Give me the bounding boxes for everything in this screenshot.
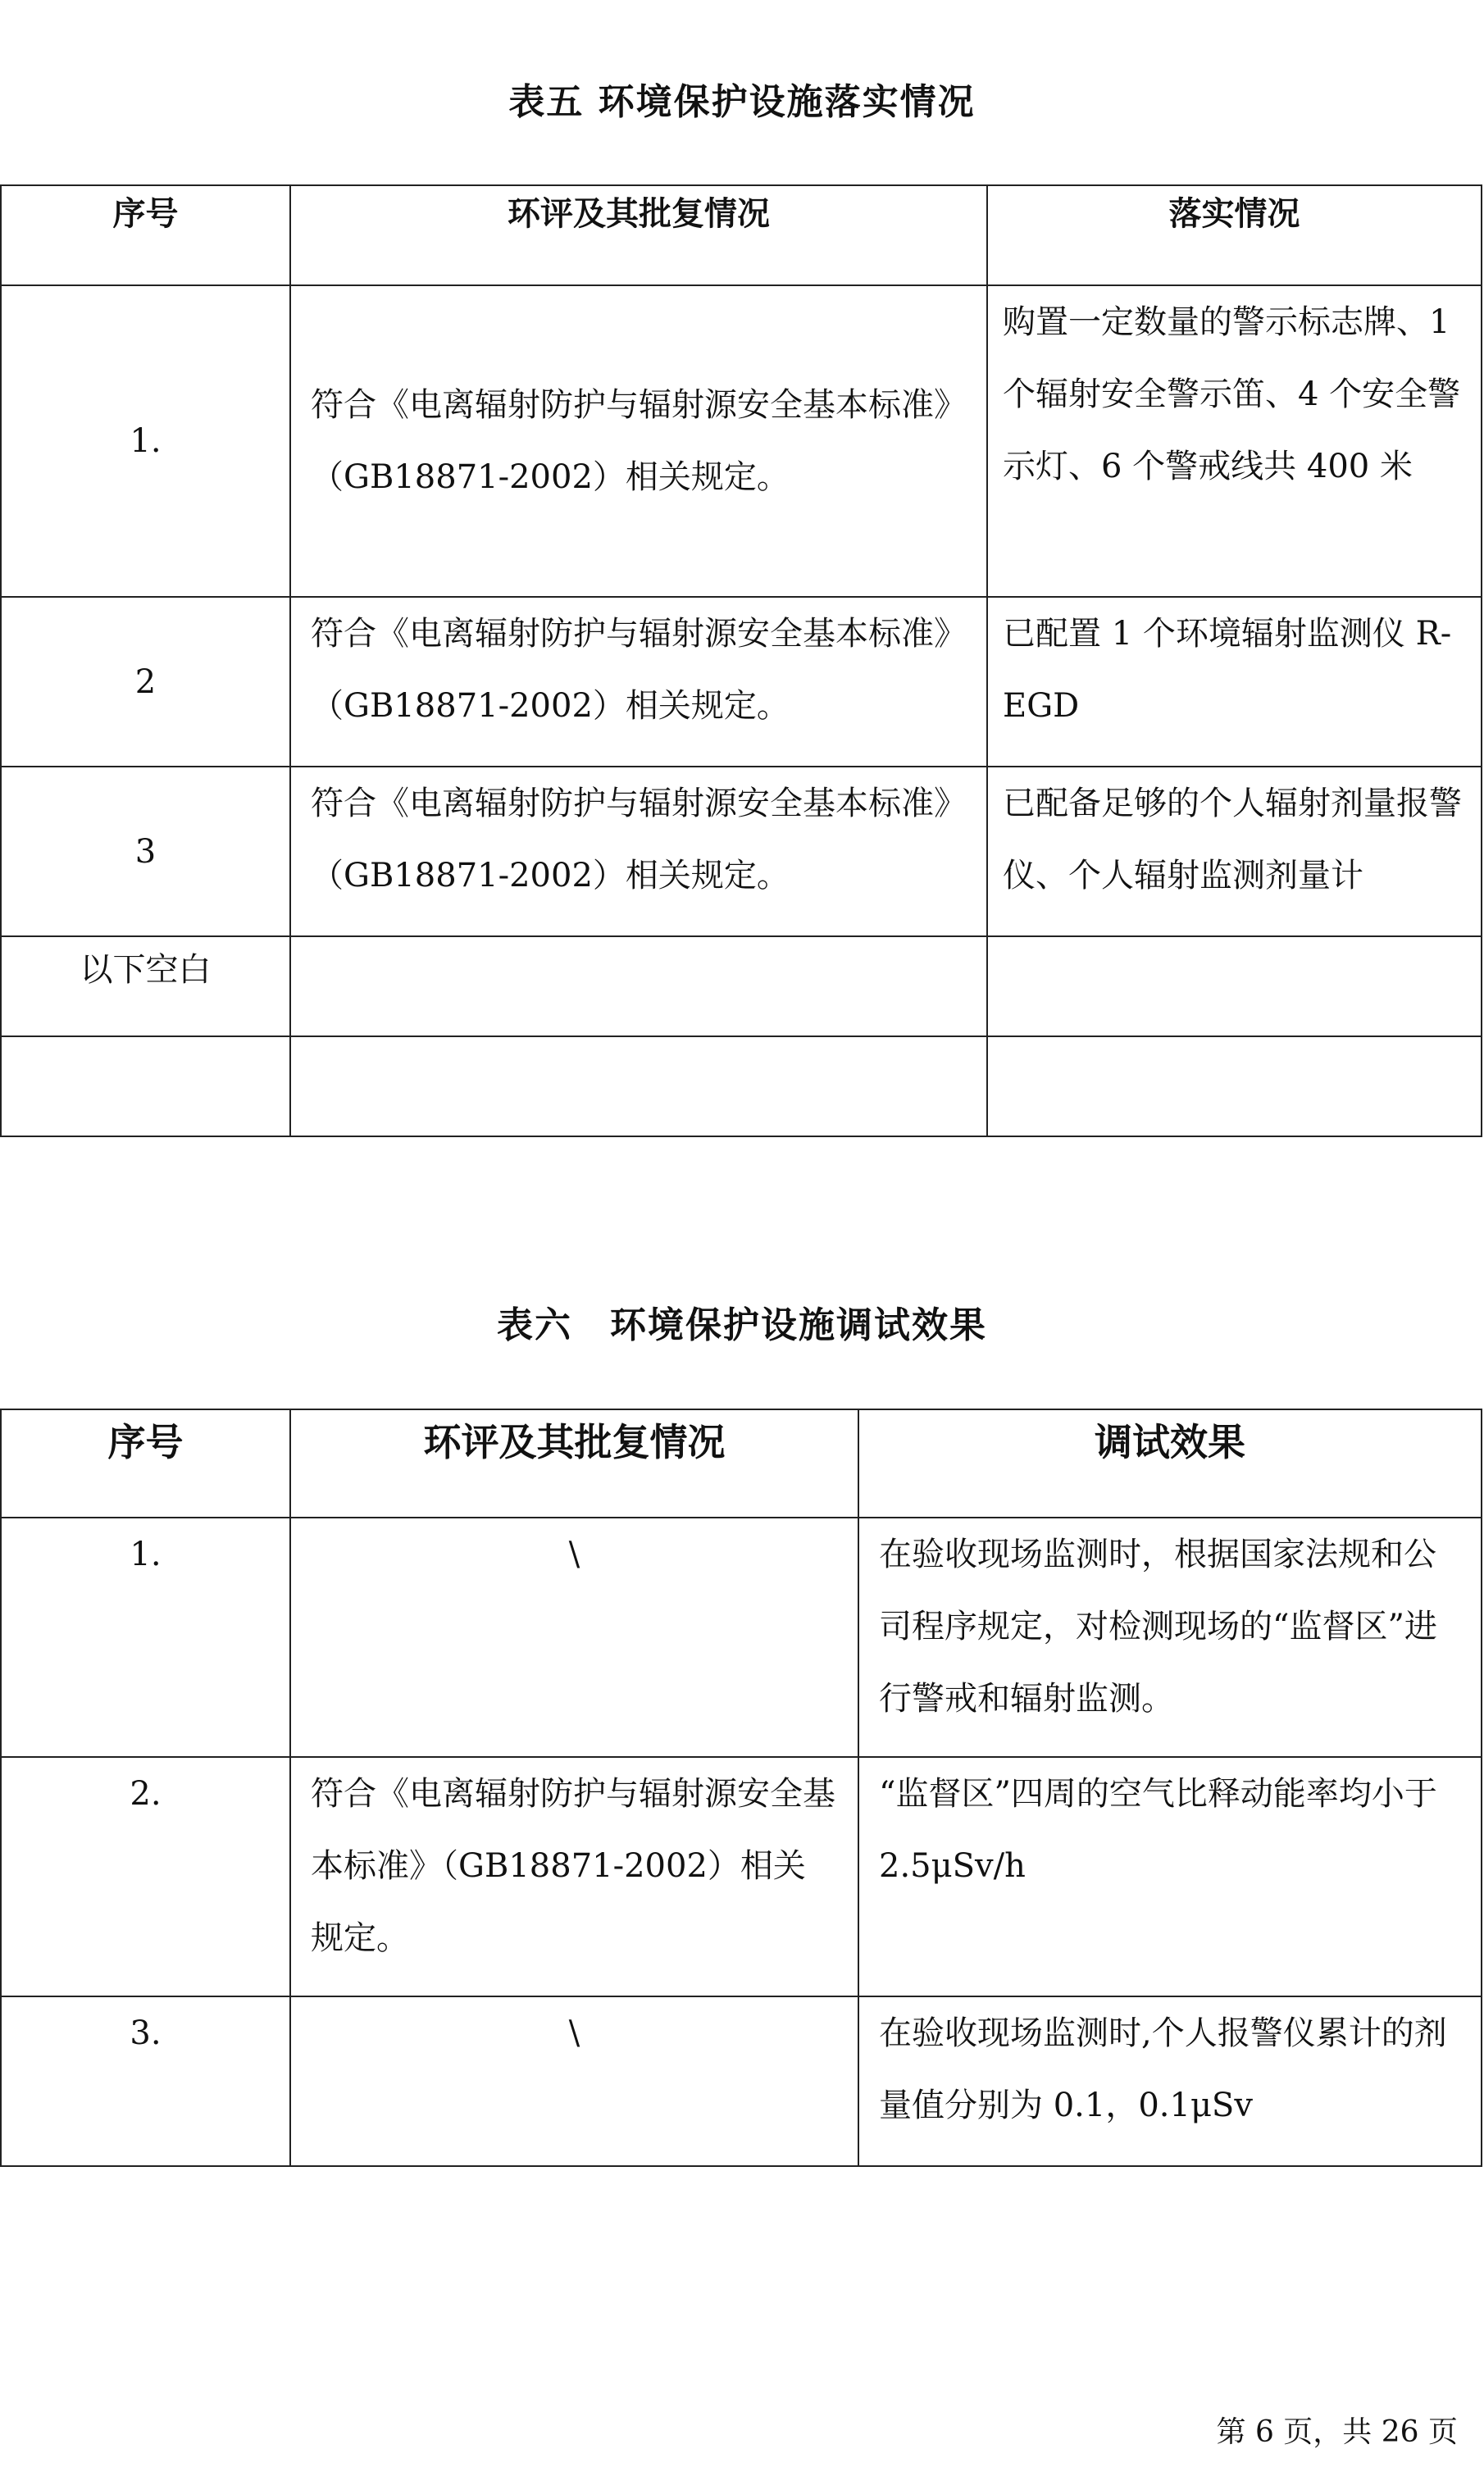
table5 — [0, 184, 1482, 1137]
table5-header-row — [1, 185, 1482, 285]
row-number: 3. — [1, 1996, 290, 2166]
table6-header-no: 序号 — [1, 1409, 290, 1518]
implementation-cell: 购置一定数量的警示标志牌、1 个辐射安全警示笛、4 个安全警示灯、6 个警戒线共 400 米 — [987, 285, 1482, 597]
table6-header-row — [1, 1409, 1482, 1518]
table-row — [1, 936, 1482, 1036]
implementation-cell: 已配置 1 个环境辐射监测仪 R-EGD — [987, 597, 1482, 767]
effect-cell: 在验收现场监测时，根据国家法规和公司程序规定，对检测现场的“监督区”进行警戒和辐射监测。 — [858, 1518, 1482, 1757]
requirement-cell: \ — [290, 1518, 858, 1757]
row-number: 1. — [1, 285, 290, 597]
table-row — [1, 1757, 1482, 1996]
effect-cell: 在验收现场监测时,个人报警仪累计的剂量值分别为 0.1，0.1μSv — [858, 1996, 1482, 2166]
row-number: 3 — [1, 767, 290, 936]
requirement-cell: 符合《电离辐射防护与辐射源安全基本标准》（GB18871-2002）相关规定。 — [290, 1757, 858, 1996]
table-row — [1, 1036, 1482, 1136]
table6 — [0, 1409, 1482, 2167]
page-number: 第 6 页，共 26 页 — [1216, 2415, 1458, 2449]
row-number: 2 — [1, 597, 290, 767]
requirement-cell: 符合《电离辐射防护与辐射源安全基本标准》（GB18871-2002）相关规定。 — [290, 285, 987, 597]
table5-header-no: 序号 — [1, 185, 290, 285]
empty-cell — [1, 1036, 290, 1136]
effect-cell: “监督区”四周的空气比释动能率均小于 2.5μSv/h — [858, 1757, 1482, 1996]
blank-marker: 以下空白 — [1, 936, 290, 1036]
table5-header-requirement: 环评及其批复情况 — [290, 185, 987, 285]
empty-cell — [987, 1036, 1482, 1136]
table5-title: 表五 环境保护设施落实情况 — [508, 81, 976, 123]
table6-header-requirement: 环评及其批复情况 — [290, 1409, 858, 1518]
table-row — [1, 767, 1482, 936]
table-row — [1, 1518, 1482, 1757]
table6-title: 表六 环境保护设施调试效果 — [497, 1304, 987, 1346]
implementation-cell: 已配备足够的个人辐射剂量报警仪、个人辐射监测剂量计 — [987, 767, 1482, 936]
table6-header-effect: 调试效果 — [858, 1409, 1482, 1518]
empty-cell — [290, 936, 987, 1036]
row-number: 1. — [1, 1518, 290, 1757]
table-row — [1, 285, 1482, 597]
table-row — [1, 597, 1482, 767]
table5-header-implementation: 落实情况 — [987, 185, 1482, 285]
row-number: 2. — [1, 1757, 290, 1996]
requirement-cell: 符合《电离辐射防护与辐射源安全基本标准》（GB18871-2002）相关规定。 — [290, 597, 987, 767]
requirement-cell: 符合《电离辐射防护与辐射源安全基本标准》（GB18871-2002）相关规定。 — [290, 767, 987, 936]
table-row — [1, 1996, 1482, 2166]
requirement-cell: \ — [290, 1996, 858, 2166]
empty-cell — [987, 936, 1482, 1036]
empty-cell — [290, 1036, 987, 1136]
